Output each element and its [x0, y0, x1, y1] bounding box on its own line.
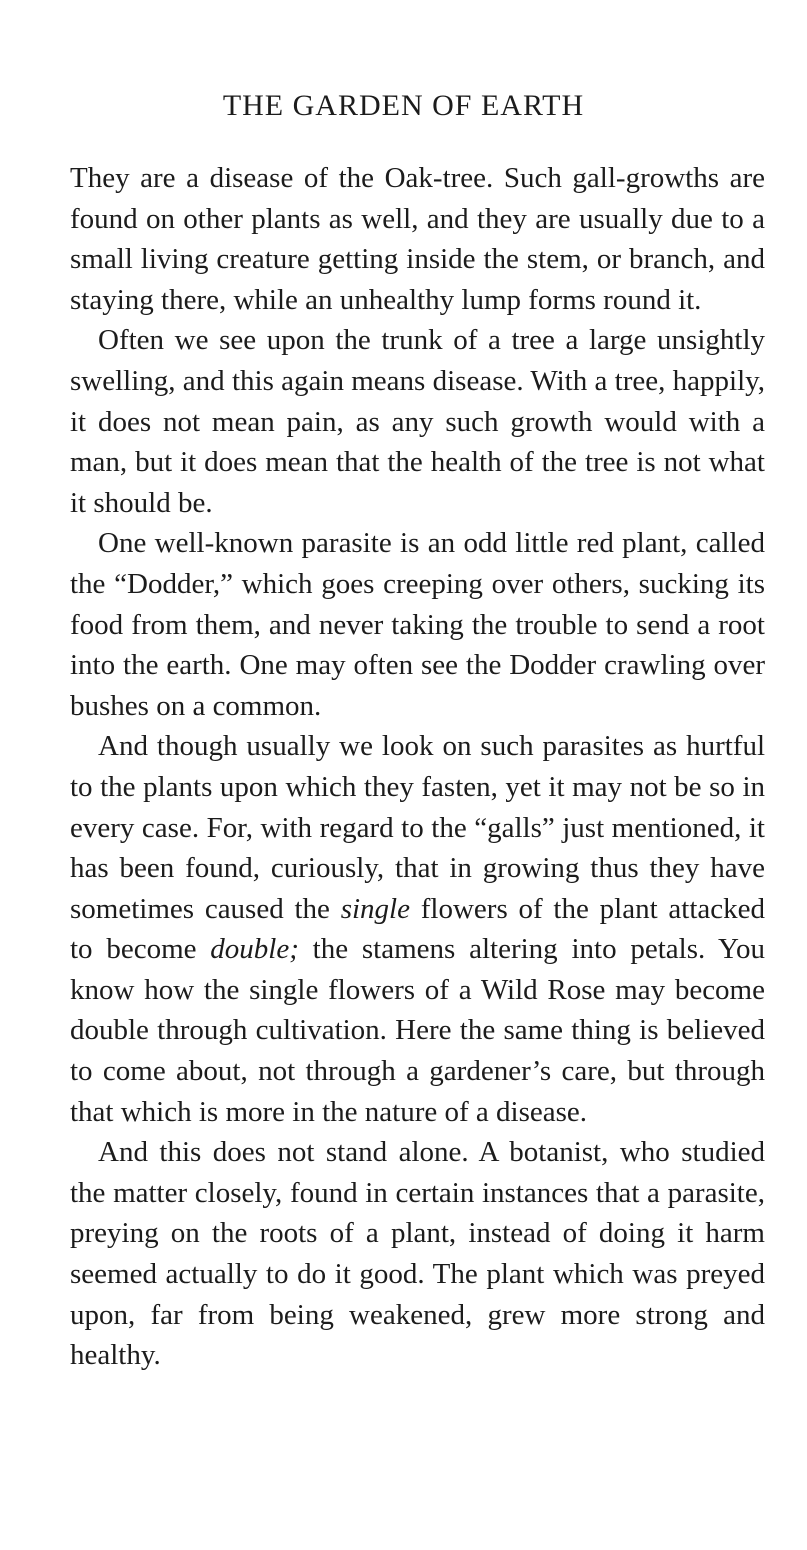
- italic-word-double: double;: [210, 933, 299, 966]
- paragraph-galls-double-flowers: [70, 726, 765, 1132]
- body-text: [70, 158, 765, 1376]
- running-head: THE GARDEN OF EARTH: [222, 89, 585, 122]
- paragraph-dodder: One well-known parasite is an odd little red plant, called the “Dodder,” which goes creeping over others, sucking its food from them, and never taking the trouble to send a root into the earth. One may often see the Dodder crawling over bushes on a common.: [70, 527, 765, 722]
- paragraph-trunk-swelling: Often we see upon the trunk of a tree a large unsightly swelling, and this again means disease. With a tree, happily, it does not mean pain, as any such growth would with a man, but it does mean that the health of the tree is not what it should be.: [70, 324, 765, 519]
- paragraph-segment: the stamens altering into petals. You know how the single flowers of a Wild Rose may become double through cultivation. Here the same thing is believed to come about, not through a gardener’s care, but through that which is more in the nature of a disease.: [70, 933, 765, 1128]
- paragraph-oak-galls: They are a disease of the Oak-tree. Such gall-growths are found on other plants as well, and they are usually due to a small living creature getting inside the stem, or branch, and staying there, while an unhealthy lump forms round it.: [70, 162, 765, 316]
- paragraph-segment: flowers of the plant attacked to become: [70, 892, 765, 966]
- italic-word-single: single: [340, 892, 410, 925]
- paragraph-segment: And though usually we look on such parasites as hurtful to the plants upon which they fasten, yet it may not be so in every case. For, with regard to the “galls” just mentioned, it has been found, curiously, that in growing thus they have sometimes caused the: [70, 730, 765, 925]
- paragraph-botanist: And this does not stand alone. A botanist, who studied the matter closely, found in certain instances that a parasite, preying on the roots of a plant, instead of doing it harm seemed actually to do it good. The plant which was preyed upon, far from being weakened, grew more strong and healthy.: [70, 1136, 765, 1372]
